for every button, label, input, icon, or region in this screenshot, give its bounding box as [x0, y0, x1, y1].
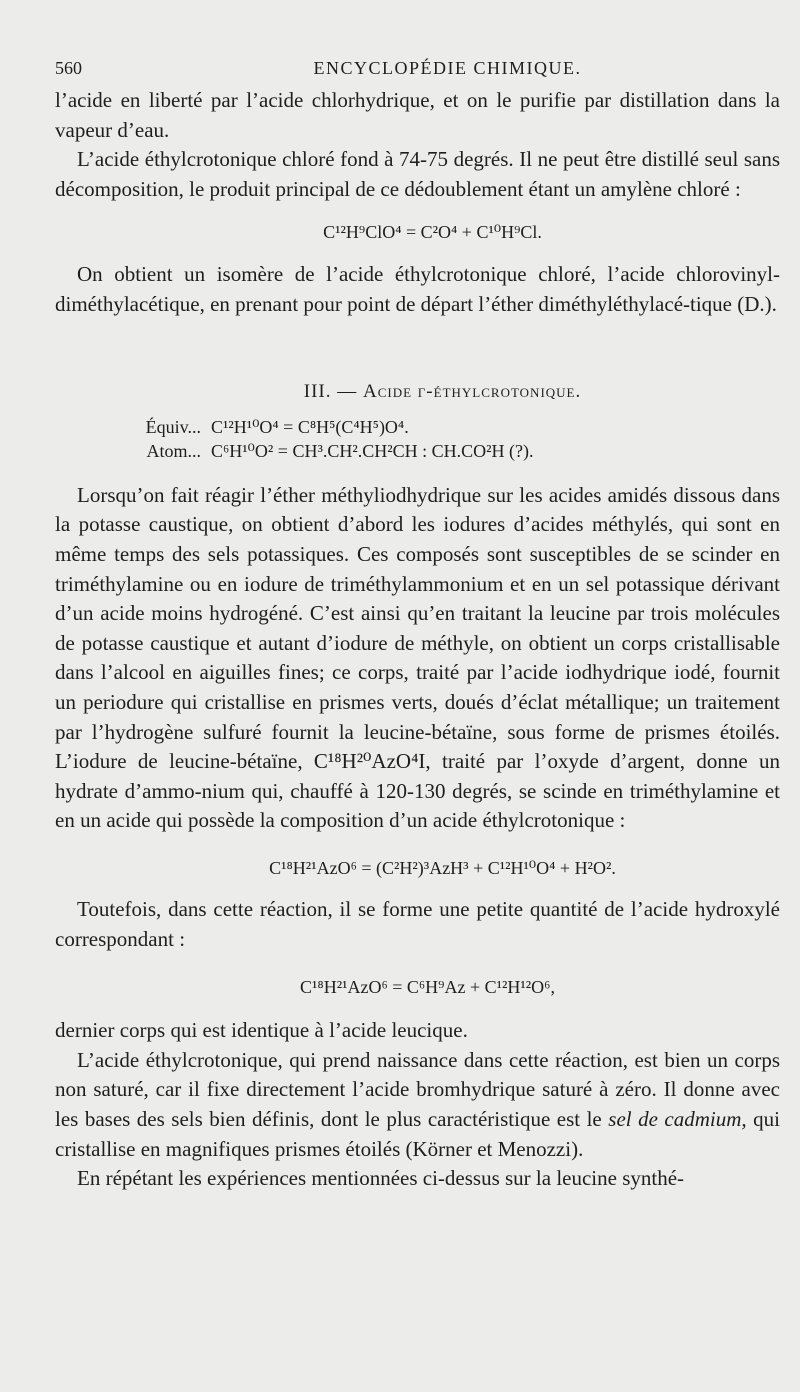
atom-row: [55, 439, 780, 463]
paragraph-7: [55, 1046, 780, 1164]
paragraph-5: Toutefois, dans cette réaction, il se forme une petite quantité de l’acide hydroxylé correspondant :: [55, 897, 780, 952]
paragraph-3: On obtient un isomère de l’acide éthylcrotonique chloré, l’acide chlorovinyl-diméthylacétique, en prenant pour point de départ l’éther diméthyléthylacé-tique (D.).: [55, 261, 780, 316]
paragraph-4: Lorsqu’on fait réagir l’éther méthyliodhydrique sur les acides amidés dissous dans la potasse caustique, on obtient d’abord les iodures d’acides méthylés, qui sont en même temps des sels potassiques. Ces composés sont susceptibles de se scinder en triméthylamine ou en iodure de triméthylammonium et en un sel potassique dérivant d’un acide moins hydrogéné. C’est ainsi qu’en traitant la leucine par trois molécules de potasse caustique et autant d’iodure de méthyle, on obtient un corps cristallisable dans l’alcool en aiguilles fines; ce corps, traité par l’acide iodhydrique iodé, fournit un periodure qui cristallise en prismes verts, doués d’éclat métallique; un traitement par l’hydrogène sulfuré fournit la leucine-bétaïne, sous forme de prismes étoilés. L’iodure de leucine-bétaïne, C¹⁸H²⁰AzO⁴I, traité par l’oxyde d’argent, donne un hydrate d’ammo-nium qui, chauffé à 120-130 degrés, se scinde en triméthylamine et en un acide qui possède la composition d’un acide éthylcrotonique :: [55, 482, 780, 833]
page-body: [55, 86, 780, 1194]
formula-amylene: C¹²H⁹ClO⁴ = C²O⁴ + C¹⁰H⁹Cl.: [323, 222, 542, 243]
formula-betaine-split: C¹⁸H²¹AzO⁶ = (C²H²)³AzH³ + C¹²H¹⁰O⁴ + H²O².: [269, 857, 616, 878]
formula-block: [55, 415, 780, 463]
section-number: III. —: [303, 381, 358, 403]
atom-label: Atom...: [146, 440, 201, 461]
paragraph-7-end: qui cristallise en magnifiques prismes étoilés (Körner et Menozzi).: [55, 1107, 780, 1161]
section-title: Acide γ-éthylcrotonique.: [362, 381, 582, 403]
equiv-row: [55, 415, 780, 439]
paragraph-7-text: L’acide éthylcrotonique, qui prend naissance dans cette réaction, est bien un corps non saturé, car il fixe directement l’acide bromhydrique saturé à zéro. Il donne avec les bases des sels bien définis, dont le plus caractéristique est le: [55, 1047, 780, 1132]
page-header: [55, 58, 780, 88]
equiv-label: Équiv...: [145, 416, 201, 437]
paragraph-2: L’acide éthylcrotonique chloré fond à 74-75 degrés. Il ne peut être distillé seul sans décomposition, le produit principal de ce dédoublement étant un amylène chloré :: [55, 147, 780, 201]
paragraph-1: l’acide en liberté par l’acide chlorhydrique, et on le purifie par distillation dans la vapeur d’eau.: [55, 88, 780, 142]
atom-formula: C⁶H¹⁰O² = CH³.CH².CH²CH : CH.CO²H (?).: [211, 440, 534, 461]
page-number: 560: [55, 58, 82, 78]
section-heading: [55, 377, 780, 407]
formula-hydroxy-acid: C¹⁸H²¹AzO⁶ = C⁶H⁹Az + C¹²H¹²O⁶,: [300, 976, 555, 997]
paragraph-6: dernier corps qui est identique à l’acide leucique.: [55, 1018, 468, 1043]
paragraph-8: En répétant les expériences mentionnées ci-dessus sur la leucine synthé-: [77, 1166, 685, 1191]
running-title: ENCYCLOPÉDIE CHIMIQUE.: [313, 58, 582, 78]
cadmium-salt-term: sel de cadmium,: [608, 1107, 747, 1132]
equiv-formula: C¹²H¹⁰O⁴ = C⁸H⁵(C⁴H⁵)O⁴.: [211, 416, 409, 437]
